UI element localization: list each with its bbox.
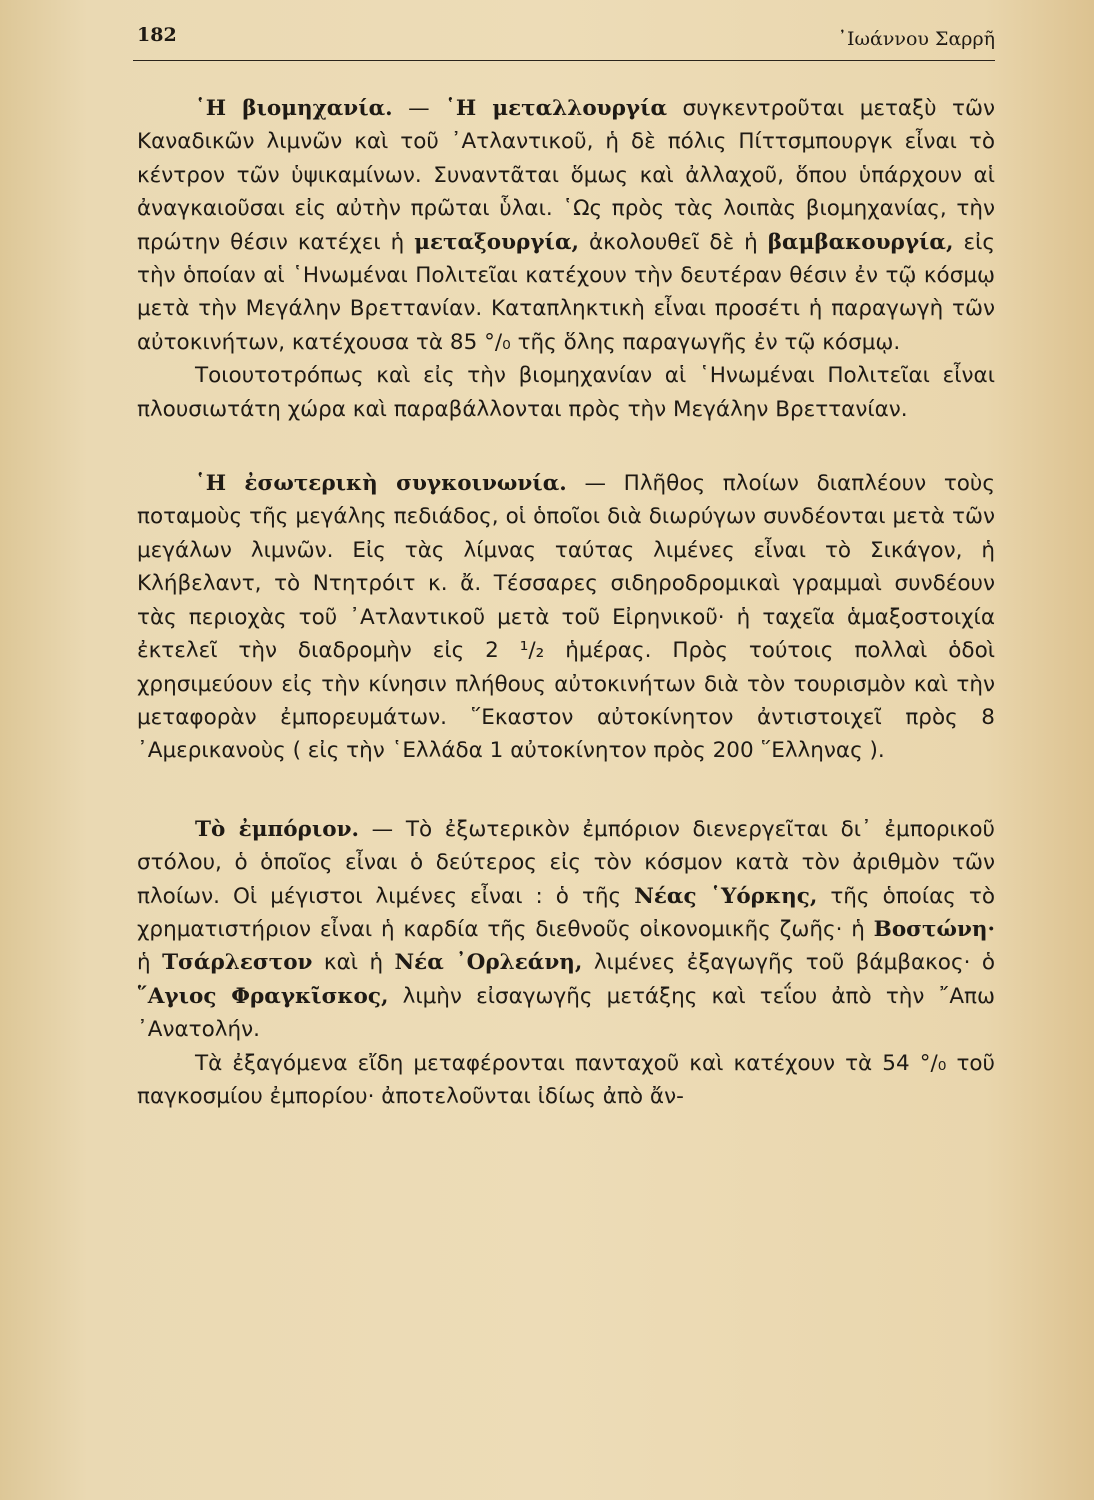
page-number: 182	[137, 24, 177, 46]
page-header	[133, 22, 995, 54]
industry-heading: ῾Η βιομηχανία.	[195, 96, 393, 121]
port-new-york: Νέας ῾Υόρκης,	[634, 883, 818, 909]
term-silk-industry: μεταξουργία,	[414, 229, 579, 255]
header-rule	[133, 60, 995, 61]
port-new-orleans: Νέα ᾿Ορλεάνη,	[394, 950, 583, 976]
body-text	[137, 92, 995, 1113]
transport-heading: ῾Η ἐσωτερικὴ συγκοινωνία.	[195, 471, 567, 497]
transport-paragraph: ῾Η ἐσωτερικὴ συγκοινωνία. — Πλῆθος πλοίων διαπλέουν τοὺς ποταμοὺς τῆς μεγάλης πεδιάδος, οἱ ὁποῖοι διὰ διωρύγων συνδέονται μετὰ τῶν μεγάλων λιμνῶν. Εἰς τὰς λίμνας ταύτας λιμένες εἶναι τὸ Σικάγον, ἡ Κλήβελαντ, τὸ Ντητρόιτ κ. ἄ. Τέσσαρες σιδηροδρομικαὶ γραμμαὶ συνδέουν τὰς περιοχὰς τοῦ ᾿Ατλαντικοῦ μετὰ τοῦ Εἰρηνικοῦ· ἡ ταχεῖα ἁμαξοστοιχία ἐκτελεῖ τὴν διαδρομὴν εἰς 2 ¹/₂ ἡμέρας. Πρὸς τούτοις πολλαὶ ὁδοὶ χρησιμεύουν εἰς τὴν κίνησιν πλήθους αὐτοκινήτων διὰ τὸν τουρισμὸν καὶ τὴν μεταφορὰν ἐμπορευμάτων. ῞Εκαστον αὐτοκίνητον ἀντιστοιχεῖ πρὸς 8 ᾿Αμερικανοὺς ( εἰς τὴν ῾Ελλάδα 1 αὐτοκίνητον πρὸς 200 ῞Ελληνας ).	[137, 471, 995, 764]
exports-paragraph: Τὰ ἐξαγόμενα εἴδη μεταφέρονται πανταχοῦ καὶ κατέχουν τὰ 54 °/₀ τοῦ παγκοσμίου ἐμπορίου· ἀποτελοῦνται ἰδίως ἀπὸ ἄν-	[137, 1050, 995, 1109]
term-metallurgy: μεταλλουργία	[492, 96, 668, 121]
port-charleston: Τσάρλεστον	[162, 950, 313, 976]
trade-heading: Τὸ ἐμπόριον.	[195, 816, 359, 842]
port-san-francisco: ῞Αγιος Φραγκῖσκος,	[137, 983, 389, 1009]
running-head-author: ᾿Ιωάννου Σαρρῆ	[837, 28, 995, 50]
industry-paragraph: ῾Η βιομηχανία. — ῾Η μεταλλουργία συγκεντροῦται μεταξὺ τῶν Καναδικῶν λιμνῶν καὶ τοῦ ᾿Ατλαντικοῦ, ἡ δὲ πόλις Πίττσμπουργκ εἶναι τὸ κέντρον τῶν ὑψικαμίνων. Συναντᾶται ὅμως καὶ ἀλλαχοῦ, ὅπου ὑπάρχουν αἱ ἀναγκαιοῦσαι εἰς αὐτὴν πρῶται ὗλαι. ῾Ως πρὸς τὰς λοιπὰς βιομηχανίας, τὴν πρώτην θέσιν κατέχει ἡ μεταξουργία, ἀκολουθεῖ δὲ ἡ βαμβακουργία, εἰς τὴν ὁποίαν αἱ ῾Ηνωμέναι Πολιτεῖαι κατέχουν τὴν δευτέραν θέσιν ἐν τῷ κόσμῳ μετὰ τὴν Μεγάλην Βρεττανίαν. Καταπληκτικὴ εἶναι προσέτι ἡ παραγωγὴ τῶν αὐτοκινήτων, κατέχουσα τὰ 85 °/₀ τῆς ὅλης παραγωγῆς ἐν τῷ κόσμῳ.	[137, 96, 995, 355]
industry-conclusion-paragraph: Τοιουτοτρόπως καὶ εἰς τὴν βιομηχανίαν αἱ ῾Ηνωμέναι Πολιτεῖαι εἶναι πλουσιωτάτη χώρα καὶ παραβάλλονται πρὸς τὴν Μεγάλην Βρεττανίαν.	[137, 363, 995, 422]
port-boston: Βοστώνη·	[873, 916, 995, 942]
trade-paragraph: Τὸ ἐμπόριον. — Τὸ ἐξωτερικὸν ἐμπόριον διενεργεῖται δι᾿ ἐμπορικοῦ στόλου, ὁ ὁποῖος εἶναι ὁ δεύτερος εἰς τὸν κόσμον κατὰ τὸν ἀριθμὸν τῶν πλοίων. Οἱ μέγιστοι λιμένες εἶναι : ὁ τῆς Νέας ῾Υόρκης, τῆς ὁποίας τὸ χρηματιστήριον εἶναι ἡ καρδία τῆς διεθνοῦς οἰκονομικῆς ζωῆς· ἡ Βοστώνη· ἡ Τσάρλεστον καὶ ἡ Νέα ᾿Ορλεάνη, λιμένες ἐξαγωγῆς τοῦ βάμβακος· ὁ ῞Αγιος Φραγκῖσκος, λιμὴν εἰσαγωγῆς μετάξης καὶ τεΐου ἀπὸ τὴν ῎Απω ᾿Ανατολήν.	[137, 816, 996, 1043]
term-cotton-industry: βαμβακουργία,	[767, 229, 954, 255]
